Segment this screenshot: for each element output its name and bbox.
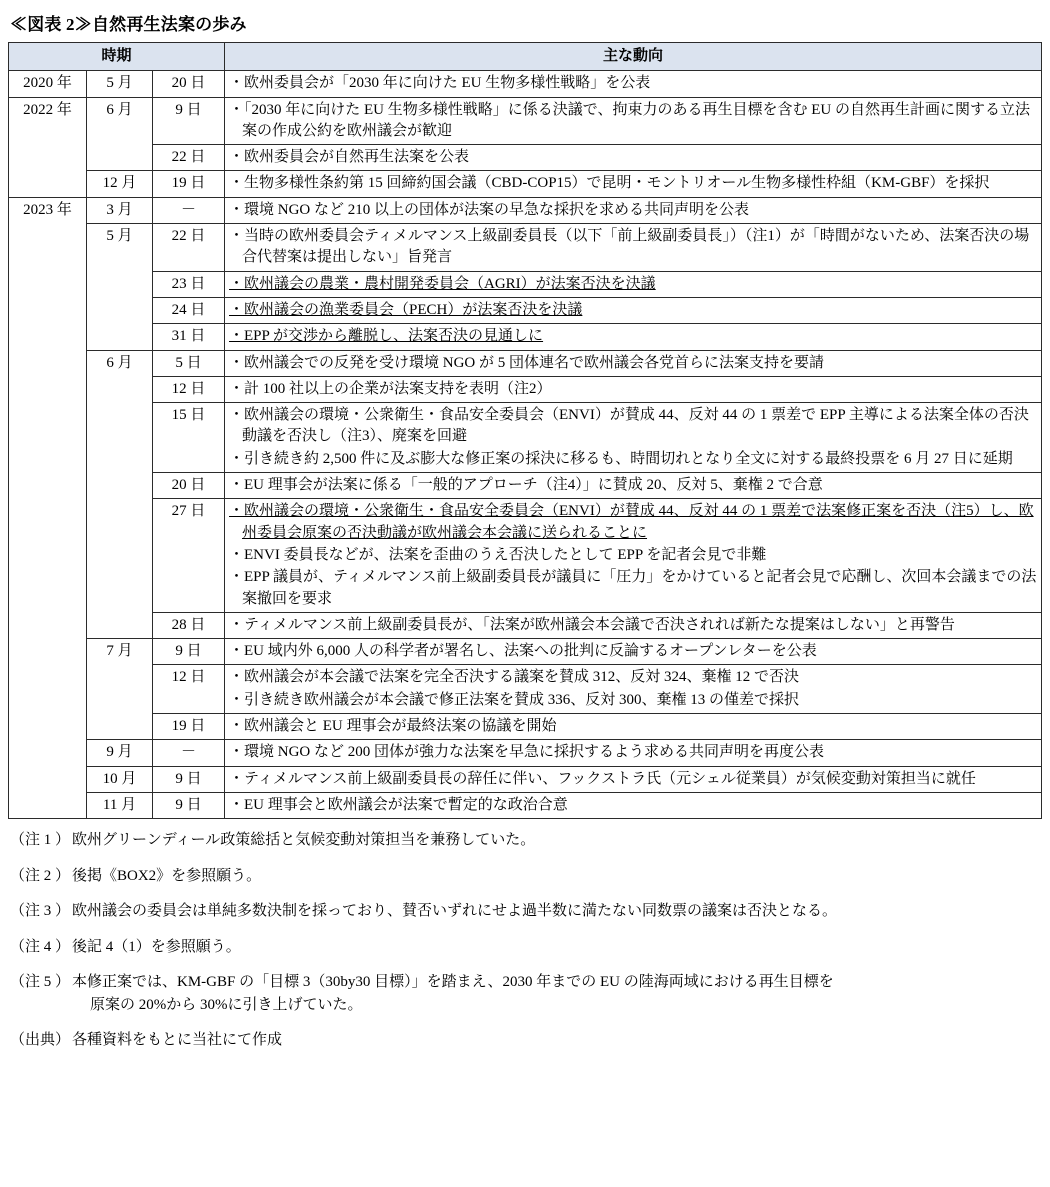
cell-month: 10 月	[87, 766, 153, 792]
cell-events	[225, 171, 1042, 197]
cell-events	[225, 665, 1042, 714]
footnote-label: （注 4 ）	[10, 938, 71, 955]
cell-day: 9 日	[153, 97, 225, 145]
cell-day: 15 日	[153, 403, 225, 473]
event-text: ・欧州委員会が自然再生法案を公表	[229, 149, 470, 166]
event-text: ・ENVI 委員長などが、法案を歪曲のうえ否決したとして EPP を記者会見で非難	[229, 546, 767, 563]
event-text: ・欧州議会が本会議で法案を完全否決する議案を賛成 312、反対 324、棄権 12 で否決	[229, 669, 800, 686]
table-row	[9, 350, 1042, 376]
cell-month: 6 月	[87, 97, 153, 171]
table-row	[9, 499, 1042, 612]
footnote-text: 本修正案では、KM‐GBF の「目標 3（30by30 目標）」を踏まえ、2030 年までの EU の陸海両域における再生目標を	[72, 974, 834, 991]
cell-events	[225, 740, 1042, 766]
event-text: ・引き続き約 2,500 件に及ぶ膨大な修正案の採決に移るも、時間切れとなり全文に対する最終投票を 6 月 27 日に延期	[229, 450, 1013, 467]
event-text: ・EPP が交渉から離脱し、法案否決の見通しに	[229, 328, 544, 345]
cell-day: 9 日	[153, 639, 225, 665]
event-text: ・環境 NGO など 210 以上の団体が法案の早急な採択を求める共同声明を公表	[229, 201, 750, 218]
cell-month: 12 月	[87, 171, 153, 197]
source-text: 各種資料をもとに当社にて作成	[72, 1032, 283, 1049]
event-text: ・引き続き欧州議会が本会議で修正法案を賛成 336、反対 300、棄権 13 の僅差で採択	[229, 691, 800, 708]
cell-events	[225, 639, 1042, 665]
footnote-text: 後記 4（1）を参照願う。	[72, 938, 241, 955]
cell-day: 9 日	[153, 792, 225, 818]
table-row	[9, 297, 1042, 323]
table-row	[9, 639, 1042, 665]
table-row	[9, 271, 1042, 297]
cell-month: 5 月	[87, 224, 153, 350]
cell-day: 5 日	[153, 350, 225, 376]
event-text: ・EU 理事会と欧州議会が法案で暫定的な政治合意	[229, 796, 568, 813]
event-text: ・EU 理事会が法案に係る「一般的アプローチ（注4）」に賛成 20、反対 5、棄権 2 で合意	[229, 477, 823, 494]
table-row	[9, 171, 1042, 197]
cell-day: 12 日	[153, 665, 225, 714]
cell-year: 2020 年	[9, 71, 87, 97]
source-line	[10, 1029, 1042, 1052]
table-row	[9, 740, 1042, 766]
cell-day: 20 日	[153, 71, 225, 97]
table-header	[9, 43, 1042, 71]
cell-month: 7 月	[87, 639, 153, 740]
timeline-table	[8, 42, 1042, 819]
footnote-label: （注 3 ）	[10, 903, 71, 920]
cell-day: 31 日	[153, 324, 225, 350]
cell-day: 23 日	[153, 271, 225, 297]
column-header-period: 時期	[9, 43, 225, 71]
footnote-2	[10, 865, 1042, 888]
cell-day: 9 日	[153, 766, 225, 792]
table-body	[9, 71, 1042, 819]
footnote-text: 欧州議会の委員会は単純多数決制を採っており、賛否いずれにせよ過半数に満たない同数票の議案は否決となる。	[72, 903, 838, 920]
event-text: ・ティメルマンス前上級副委員長の辞任に伴い、フックストラ氏（元シェル従業員）が気候変動対策担当に就任	[229, 770, 976, 787]
cell-day: 20 日	[153, 473, 225, 499]
table-row	[9, 145, 1042, 171]
cell-day: －	[153, 197, 225, 223]
cell-events	[225, 324, 1042, 350]
cell-events	[225, 766, 1042, 792]
table-row	[9, 473, 1042, 499]
cell-events	[225, 499, 1042, 612]
cell-events	[225, 376, 1042, 402]
table-row	[9, 97, 1042, 145]
cell-events	[225, 97, 1042, 145]
cell-events	[225, 271, 1042, 297]
cell-month: 6 月	[87, 350, 153, 639]
event-text: ・欧州議会の漁業委員会（PECH）が法案否決を決議	[229, 301, 583, 318]
table-row	[9, 612, 1042, 638]
cell-day: 19 日	[153, 171, 225, 197]
footnote-label: （注 1 ）	[10, 832, 71, 849]
cell-year: 2022 年	[9, 97, 87, 197]
footnote-4	[10, 936, 1042, 959]
event-text: ・計 100 社以上の企業が法案支持を表明（注2）	[229, 380, 552, 397]
event-text: ・生物多様性条約第 15 回締約国会議（CBD‐COP15）で昆明・モントリオール生物多様性枠組（KM‐GBF）を採択	[229, 175, 990, 192]
cell-month: 9 月	[87, 740, 153, 766]
footnote-5	[10, 971, 1042, 1016]
cell-events	[225, 714, 1042, 740]
cell-day: －	[153, 740, 225, 766]
footnotes	[8, 829, 1042, 1052]
cell-month: 11 月	[87, 792, 153, 818]
cell-events	[225, 71, 1042, 97]
event-text: ・欧州委員会が「2030 年に向けた EU 生物多様性戦略」を公表	[229, 75, 651, 92]
footnote-label: （注 2 ）	[10, 867, 71, 884]
cell-events	[225, 224, 1042, 272]
event-text: ・欧州議会の環境・公衆衛生・食品安全委員会（ENVI）が賛成 44、反対 44 の 1 票差で EPP 主導による法案全体の否決動議を否決し（注3）、廃案を回避	[229, 407, 1029, 445]
footnote-label: （注 5 ）	[10, 974, 71, 991]
event-text: ・環境 NGO など 200 団体が強力な法案を早急に採択するよう求める共同声明を再度公表	[229, 744, 825, 761]
table-row	[9, 197, 1042, 223]
cell-year: 2023 年	[9, 197, 87, 818]
cell-events	[225, 350, 1042, 376]
cell-day: 12 日	[153, 376, 225, 402]
footnote-text: 欧州グリーンディール政策総括と気候変動対策担当を兼務していた。	[72, 832, 536, 849]
cell-events	[225, 612, 1042, 638]
cell-events	[225, 792, 1042, 818]
event-text: ・欧州議会での反発を受け環境 NGO が 5 団体連名で欧州議会各党首らに法案支持を要請	[229, 354, 825, 371]
column-header-movement: 主な動向	[225, 43, 1042, 71]
footnote-1	[10, 829, 1042, 852]
cell-month: 3 月	[87, 197, 153, 223]
table-row	[9, 224, 1042, 272]
table-row	[9, 403, 1042, 473]
event-text: ・欧州議会の環境・公衆衛生・食品安全委員会（ENVI）が賛成 44、反対 44 の 1 票差で法案修正案を否決（注5）し、欧州委員会原案の否決動議が欧州議会本会議に送られることに	[229, 503, 1034, 541]
table-row	[9, 71, 1042, 97]
cell-events	[225, 297, 1042, 323]
cell-day: 22 日	[153, 224, 225, 272]
event-text: ・欧州議会の農業・農村開発委員会（AGRI）が法案否決を決議	[229, 275, 656, 292]
table-row	[9, 792, 1042, 818]
footnote-text: 後掲《BOX2》を参照願う。	[72, 867, 262, 884]
cell-day: 27 日	[153, 499, 225, 612]
table-row	[9, 376, 1042, 402]
table-row	[9, 766, 1042, 792]
cell-day: 22 日	[153, 145, 225, 171]
event-text: ・欧州議会と EU 理事会が最終法案の協議を開始	[229, 718, 557, 735]
cell-month: 5 月	[87, 71, 153, 97]
cell-events	[225, 403, 1042, 473]
figure-title: ≪図表 2≫自然再生法案の歩み	[10, 15, 247, 34]
table-row	[9, 324, 1042, 350]
cell-day: 28 日	[153, 612, 225, 638]
cell-events	[225, 473, 1042, 499]
cell-day: 24 日	[153, 297, 225, 323]
footnote-3	[10, 900, 1042, 923]
table-row	[9, 714, 1042, 740]
table-header-row	[9, 43, 1042, 71]
cell-events	[225, 145, 1042, 171]
event-text: ・EPP 議員が、ティメルマンス前上級副委員長が議員に「圧力」をかけていると記者会見で応酬し、次回本会議までの法案撤回を要求	[229, 569, 1037, 607]
footnote-text-continued: 原案の 20%から 30%に引き上げていた。	[90, 996, 363, 1013]
event-text: ・EU 域内外 6,000 人の科学者が署名し、法案への批判に反論するオープンレターを公表	[229, 643, 817, 660]
event-text: ・ティメルマンス前上級副委員長が、「法案が欧州議会本会議で否決されれば新たな提案はしない」と再警告	[229, 616, 955, 633]
table-row	[9, 665, 1042, 714]
event-text: ・当時の欧州委員会ティメルマンス上級副委員長（以下「前上級副委員長」）（注1）が「時間がないため、法案否決の場合代替案は提出しない」旨発言	[229, 228, 1030, 266]
event-text: ・「2030 年に向けた EU 生物多様性戦略」に係る決議で、拘束力のある再生目標を含む EU の自然再生計画に関する立法案の作成公約を欧州議会が歓迎	[229, 101, 1030, 139]
cell-events	[225, 197, 1042, 223]
cell-day: 19 日	[153, 714, 225, 740]
source-label: （出典）	[10, 1032, 71, 1049]
